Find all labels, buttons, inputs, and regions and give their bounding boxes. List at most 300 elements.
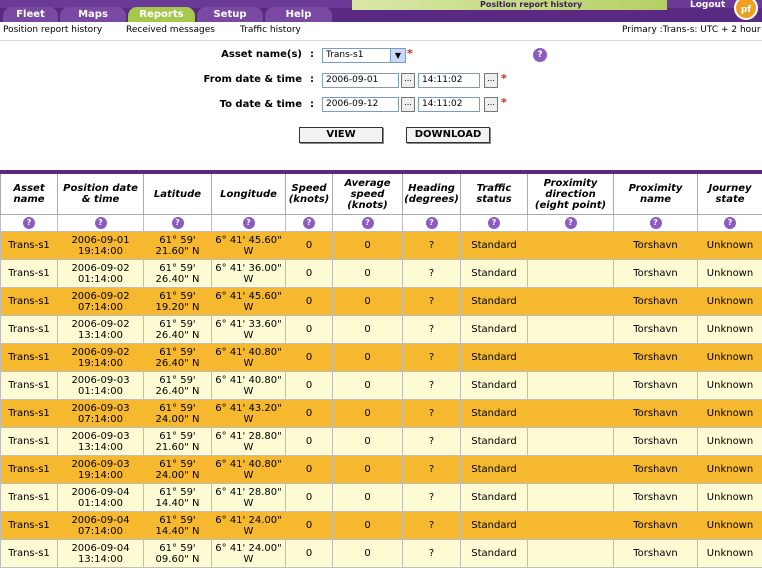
- datetime-cell: [58, 400, 144, 428]
- table-row[interactable]: [1, 540, 762, 568]
- speed-cell: [286, 372, 333, 400]
- proximity-direction-cell: [528, 456, 614, 484]
- journey-state-text: Unknown: [698, 380, 762, 391]
- datetime-text: 01:14:00: [58, 386, 143, 397]
- avg-speed-cell: [333, 316, 403, 344]
- speed-text: 0: [286, 436, 332, 447]
- required-mark: *: [501, 72, 507, 85]
- latitude-cell: [144, 484, 212, 512]
- heading-text: ?: [403, 324, 460, 335]
- speed-cell: [286, 400, 333, 428]
- latitude-text: 24.00" N: [144, 414, 211, 425]
- traffic-status-cell: [461, 260, 528, 288]
- asset-name-cell: [1, 540, 58, 568]
- datetime-text: 07:14:00: [58, 302, 143, 313]
- asset-name-text: Trans-s1: [1, 492, 57, 503]
- asset-name-text: Trans-s1: [1, 352, 57, 363]
- results-table: [0, 170, 762, 568]
- longitude-cell: [212, 372, 286, 400]
- from-time-input[interactable]: 14:11:02: [418, 73, 480, 88]
- proximity-name-cell: [614, 400, 698, 428]
- clock-icon[interactable]: ...: [484, 97, 498, 112]
- datetime-cell: [58, 456, 144, 484]
- longitude-cell: [212, 316, 286, 344]
- tab-reports[interactable]: Reports: [128, 7, 195, 22]
- calendar-icon[interactable]: ...: [401, 97, 415, 112]
- latitude-text: 21.60" N: [144, 246, 211, 257]
- to-time-input[interactable]: 14:11:02: [418, 97, 480, 112]
- latitude-text: 26.40" N: [144, 330, 211, 341]
- avg-speed-text: 0: [333, 464, 402, 475]
- heading-cell: [403, 260, 461, 288]
- journey-state-cell: [698, 512, 762, 540]
- column-header: Average speed (knots): [333, 172, 403, 215]
- table-row[interactable]: [1, 428, 762, 456]
- proximity-name-cell: [614, 428, 698, 456]
- longitude-cell: [212, 540, 286, 568]
- journey-state-text: Unknown: [698, 296, 762, 307]
- help-icon[interactable]: ?: [172, 217, 184, 229]
- subnav-received-messages[interactable]: Received messages: [126, 25, 215, 35]
- journey-state-text: Unknown: [698, 240, 762, 251]
- asset-name-cell: [1, 400, 58, 428]
- proximity-direction-cell: [528, 400, 614, 428]
- column-help: [698, 215, 762, 232]
- column-header: Asset name: [1, 172, 58, 215]
- proximity-name-text: Torshavn: [614, 296, 697, 307]
- proximity-name-cell: [614, 288, 698, 316]
- tab-help[interactable]: Help: [265, 7, 332, 22]
- datetime-text: 19:14:00: [58, 470, 143, 481]
- to-date-input[interactable]: 2006-09-12: [322, 97, 399, 112]
- tab-setup[interactable]: Setup: [197, 7, 263, 22]
- heading-text: ?: [403, 548, 460, 559]
- table-row[interactable]: [1, 288, 762, 316]
- calendar-icon[interactable]: ...: [401, 73, 415, 88]
- column-header: Proximity name: [614, 172, 698, 215]
- longitude-text: W: [212, 358, 285, 369]
- traffic-status-cell: [461, 372, 528, 400]
- proximity-name-cell: [614, 456, 698, 484]
- latitude-cell: [144, 344, 212, 372]
- asset-name-cell: [1, 372, 58, 400]
- asset-name-cell: [1, 316, 58, 344]
- heading-text: ?: [403, 240, 460, 251]
- column-header: Traffic status: [461, 172, 528, 215]
- column-help: [614, 215, 698, 232]
- speed-cell: [286, 512, 333, 540]
- to-colon: :: [310, 99, 314, 110]
- proximity-name-cell: [614, 344, 698, 372]
- traffic-status-text: Standard: [461, 408, 527, 419]
- avg-speed-text: 0: [333, 492, 402, 503]
- avg-speed-text: 0: [333, 436, 402, 447]
- help-icon[interactable]: ?: [362, 217, 374, 229]
- table-row[interactable]: [1, 400, 762, 428]
- asset-name-text: Trans-s1: [1, 296, 57, 307]
- datetime-text: 07:14:00: [58, 526, 143, 537]
- asset-select[interactable]: Trans-s1: [322, 48, 400, 63]
- to-label: To date & time: [150, 99, 302, 110]
- datetime-text: 2006-09-03: [58, 431, 143, 442]
- help-icon[interactable]: ?: [426, 217, 438, 229]
- latitude-text: 61° 59': [144, 459, 211, 470]
- table-row[interactable]: [1, 260, 762, 288]
- column-header: Heading (degrees): [403, 172, 461, 215]
- longitude-cell: [212, 512, 286, 540]
- traffic-status-text: Standard: [461, 548, 527, 559]
- help-icon[interactable]: ?: [95, 217, 107, 229]
- latitude-cell: [144, 372, 212, 400]
- speed-text: 0: [286, 380, 332, 391]
- table-header-row: [1, 172, 762, 215]
- asset-name-cell: [1, 260, 58, 288]
- proximity-name-text: Torshavn: [614, 324, 697, 335]
- heading-text: ?: [403, 464, 460, 475]
- speed-text: 0: [286, 408, 332, 419]
- column-header: Speed (knots): [286, 172, 333, 215]
- column-help: [333, 215, 403, 232]
- longitude-text: W: [212, 554, 285, 565]
- proximity-name-cell: [614, 260, 698, 288]
- traffic-status-text: Standard: [461, 492, 527, 503]
- chevron-down-icon[interactable]: ▼: [390, 48, 406, 63]
- longitude-text: W: [212, 526, 285, 537]
- latitude-cell: [144, 540, 212, 568]
- clock-icon[interactable]: ...: [484, 73, 498, 88]
- heading-cell: [403, 372, 461, 400]
- help-row: [1, 215, 762, 232]
- speed-text: 0: [286, 296, 332, 307]
- longitude-text: 6° 41' 45.60": [212, 235, 285, 246]
- proximity-name-text: Torshavn: [614, 240, 697, 251]
- longitude-text: 6° 41' 33.60": [212, 319, 285, 330]
- latitude-cell: [144, 288, 212, 316]
- latitude-text: 61° 59': [144, 347, 211, 358]
- longitude-text: 6° 41' 40.80": [212, 347, 285, 358]
- proximity-direction-cell: [528, 260, 614, 288]
- latitude-text: 26.40" N: [144, 274, 211, 285]
- proximity-direction-cell: [528, 344, 614, 372]
- datetime-text: 07:14:00: [58, 414, 143, 425]
- avg-speed-text: 0: [333, 380, 402, 391]
- journey-state-cell: [698, 316, 762, 344]
- avg-speed-cell: [333, 540, 403, 568]
- help-icon[interactable]: ?: [650, 217, 662, 229]
- table-row[interactable]: [1, 232, 762, 260]
- speed-text: 0: [286, 464, 332, 475]
- longitude-text: 6° 41' 24.00": [212, 515, 285, 526]
- datetime-text: 01:14:00: [58, 498, 143, 509]
- traffic-status-text: Standard: [461, 464, 527, 475]
- longitude-text: 6° 41' 43.20": [212, 403, 285, 414]
- asset-name-text: Trans-s1: [1, 464, 57, 475]
- avg-speed-text: 0: [333, 296, 402, 307]
- table-row[interactable]: [1, 316, 762, 344]
- download-button[interactable]: DOWNLOAD: [406, 127, 490, 143]
- longitude-cell: [212, 428, 286, 456]
- journey-state-text: Unknown: [698, 436, 762, 447]
- required-mark: *: [407, 47, 413, 60]
- traffic-status-text: Standard: [461, 436, 527, 447]
- subnav-traffic-history[interactable]: Traffic history: [240, 25, 301, 35]
- journey-state-cell: [698, 232, 762, 260]
- datetime-cell: [58, 288, 144, 316]
- datetime-cell: [58, 232, 144, 260]
- traffic-status-text: Standard: [461, 380, 527, 391]
- proximity-name-cell: [614, 316, 698, 344]
- asset-name-text: Trans-s1: [1, 324, 57, 335]
- heading-cell: [403, 456, 461, 484]
- column-help: [212, 215, 286, 232]
- proximity-direction-cell: [528, 428, 614, 456]
- latitude-text: 26.40" N: [144, 386, 211, 397]
- heading-text: ?: [403, 408, 460, 419]
- journey-state-text: Unknown: [698, 324, 762, 335]
- heading-cell: [403, 428, 461, 456]
- logout-link[interactable]: Logout: [690, 0, 725, 10]
- traffic-status-text: Standard: [461, 268, 527, 279]
- speed-text: 0: [286, 240, 332, 251]
- help-icon[interactable]: ?: [488, 217, 500, 229]
- longitude-text: W: [212, 274, 285, 285]
- speed-cell: [286, 260, 333, 288]
- heading-text: ?: [403, 296, 460, 307]
- speed-text: 0: [286, 324, 332, 335]
- proximity-direction-cell: [528, 316, 614, 344]
- datetime-cell: [58, 344, 144, 372]
- latitude-text: 61° 59': [144, 431, 211, 442]
- heading-cell: [403, 512, 461, 540]
- latitude-text: 14.40" N: [144, 526, 211, 537]
- datetime-cell: [58, 316, 144, 344]
- column-help: [58, 215, 144, 232]
- column-help: [403, 215, 461, 232]
- longitude-cell: [212, 344, 286, 372]
- datetime-text: 2006-09-03: [58, 403, 143, 414]
- longitude-text: 6° 41' 45.60": [212, 291, 285, 302]
- avg-speed-text: 0: [333, 240, 402, 251]
- help-icon[interactable]: ?: [533, 48, 547, 62]
- asset-label: Asset name(s): [180, 49, 302, 60]
- longitude-text: W: [212, 470, 285, 481]
- longitude-text: 6° 41' 28.80": [212, 431, 285, 442]
- longitude-cell: [212, 232, 286, 260]
- journey-state-text: Unknown: [698, 352, 762, 363]
- datetime-cell: [58, 484, 144, 512]
- traffic-status-cell: [461, 344, 528, 372]
- proximity-name-cell: [614, 232, 698, 260]
- datetime-cell: [58, 540, 144, 568]
- heading-cell: [403, 400, 461, 428]
- asset-name-text: Trans-s1: [1, 380, 57, 391]
- heading-cell: [403, 316, 461, 344]
- column-help: [286, 215, 333, 232]
- help-icon[interactable]: ?: [303, 217, 315, 229]
- table-row[interactable]: [1, 484, 762, 512]
- journey-state-cell: [698, 260, 762, 288]
- speed-text: 0: [286, 352, 332, 363]
- speed-cell: [286, 288, 333, 316]
- asset-name-text: Trans-s1: [1, 548, 57, 559]
- longitude-text: 6° 41' 28.80": [212, 487, 285, 498]
- datetime-text: 13:14:00: [58, 330, 143, 341]
- traffic-status-cell: [461, 288, 528, 316]
- latitude-text: 09.60" N: [144, 554, 211, 565]
- heading-cell: [403, 288, 461, 316]
- traffic-status-cell: [461, 428, 528, 456]
- latitude-text: 61° 59': [144, 291, 211, 302]
- column-help: [144, 215, 212, 232]
- view-button[interactable]: VIEW: [299, 127, 383, 143]
- speed-text: 0: [286, 520, 332, 531]
- avg-speed-text: 0: [333, 352, 402, 363]
- avg-speed-text: 0: [333, 520, 402, 531]
- page-title: Position report history: [480, 0, 582, 10]
- avg-speed-cell: [333, 232, 403, 260]
- heading-text: ?: [403, 380, 460, 391]
- tab-fleet[interactable]: Fleet: [3, 7, 58, 22]
- help-icon[interactable]: ?: [23, 217, 35, 229]
- latitude-text: 61° 59': [144, 543, 211, 554]
- traffic-status-text: Standard: [461, 520, 527, 531]
- traffic-status-cell: [461, 512, 528, 540]
- journey-state-cell: [698, 456, 762, 484]
- column-help: [1, 215, 58, 232]
- journey-state-cell: [698, 372, 762, 400]
- proximity-direction-cell: [528, 232, 614, 260]
- proximity-direction-cell: [528, 288, 614, 316]
- speed-cell: [286, 344, 333, 372]
- asset-name-text: Trans-s1: [1, 408, 57, 419]
- proximity-name-text: Torshavn: [614, 436, 697, 447]
- datetime-cell: [58, 428, 144, 456]
- from-label: From date & time: [150, 74, 302, 85]
- asset-name-cell: [1, 428, 58, 456]
- avg-speed-cell: [333, 512, 403, 540]
- traffic-status-cell: [461, 316, 528, 344]
- longitude-text: W: [212, 302, 285, 313]
- journey-state-cell: [698, 540, 762, 568]
- table-row[interactable]: [1, 372, 762, 400]
- proximity-name-cell: [614, 540, 698, 568]
- latitude-text: 61° 59': [144, 515, 211, 526]
- traffic-status-cell: [461, 484, 528, 512]
- journey-state-text: Unknown: [698, 268, 762, 279]
- datetime-text: 2006-09-02: [58, 319, 143, 330]
- speed-text: 0: [286, 268, 332, 279]
- longitude-cell: [212, 484, 286, 512]
- help-icon[interactable]: ?: [724, 217, 736, 229]
- traffic-status-text: Standard: [461, 240, 527, 251]
- from-date-input[interactable]: 2006-09-01: [322, 73, 399, 88]
- journey-state-text: Unknown: [698, 548, 762, 559]
- latitude-cell: [144, 428, 212, 456]
- asset-name-cell: [1, 484, 58, 512]
- avg-speed-cell: [333, 400, 403, 428]
- asset-colon: :: [310, 49, 314, 60]
- table-row[interactable]: [1, 456, 762, 484]
- longitude-text: W: [212, 414, 285, 425]
- asset-name-text: Trans-s1: [1, 520, 57, 531]
- journey-state-cell: [698, 288, 762, 316]
- avg-speed-text: 0: [333, 268, 402, 279]
- latitude-text: 21.60" N: [144, 442, 211, 453]
- longitude-cell: [212, 400, 286, 428]
- proximity-name-text: Torshavn: [614, 268, 697, 279]
- help-icon[interactable]: ?: [565, 217, 577, 229]
- datetime-text: 01:14:00: [58, 274, 143, 285]
- datetime-text: 2006-09-01: [58, 235, 143, 246]
- speed-cell: [286, 540, 333, 568]
- datetime-text: 13:14:00: [58, 442, 143, 453]
- table-row[interactable]: [1, 344, 762, 372]
- longitude-text: W: [212, 330, 285, 341]
- speed-cell: [286, 428, 333, 456]
- asset-name-text: Trans-s1: [1, 268, 57, 279]
- subnav-position-report-history[interactable]: Position report history: [3, 25, 102, 35]
- proximity-direction-cell: [528, 372, 614, 400]
- asset-name-cell: [1, 456, 58, 484]
- avg-speed-text: 0: [333, 408, 402, 419]
- proximity-name-cell: [614, 372, 698, 400]
- column-header: Position date & time: [58, 172, 144, 215]
- column-header: Proximity direction (eight point): [528, 172, 614, 215]
- latitude-text: 24.00" N: [144, 470, 211, 481]
- proximity-direction-cell: [528, 512, 614, 540]
- latitude-text: 26.40" N: [144, 358, 211, 369]
- tab-maps[interactable]: Maps: [60, 7, 126, 22]
- traffic-status-text: Standard: [461, 352, 527, 363]
- avg-speed-cell: [333, 344, 403, 372]
- proximity-direction-cell: [528, 484, 614, 512]
- help-icon[interactable]: ?: [243, 217, 255, 229]
- logo-icon: pf: [734, 0, 758, 20]
- avg-speed-text: 0: [333, 548, 402, 559]
- heading-cell: [403, 540, 461, 568]
- journey-state-cell: [698, 484, 762, 512]
- latitude-cell: [144, 456, 212, 484]
- journey-state-text: Unknown: [698, 408, 762, 419]
- speed-cell: [286, 232, 333, 260]
- traffic-status-cell: [461, 540, 528, 568]
- table-row[interactable]: [1, 512, 762, 540]
- latitude-text: 61° 59': [144, 235, 211, 246]
- longitude-cell: [212, 288, 286, 316]
- avg-speed-cell: [333, 456, 403, 484]
- heading-text: ?: [403, 520, 460, 531]
- journey-state-cell: [698, 428, 762, 456]
- journey-state-cell: [698, 400, 762, 428]
- from-colon: :: [310, 74, 314, 85]
- heading-cell: [403, 344, 461, 372]
- traffic-status-cell: [461, 456, 528, 484]
- avg-speed-text: 0: [333, 324, 402, 335]
- latitude-cell: [144, 316, 212, 344]
- avg-speed-cell: [333, 428, 403, 456]
- journey-state-text: Unknown: [698, 492, 762, 503]
- latitude-text: 61° 59': [144, 319, 211, 330]
- sub-nav: [0, 22, 762, 41]
- traffic-status-cell: [461, 400, 528, 428]
- traffic-status-cell: [461, 232, 528, 260]
- journey-state-text: Unknown: [698, 464, 762, 475]
- column-help: [528, 215, 614, 232]
- longitude-text: 6° 41' 40.80": [212, 375, 285, 386]
- datetime-text: 2006-09-02: [58, 347, 143, 358]
- datetime-cell: [58, 260, 144, 288]
- datetime-text: 2006-09-04: [58, 543, 143, 554]
